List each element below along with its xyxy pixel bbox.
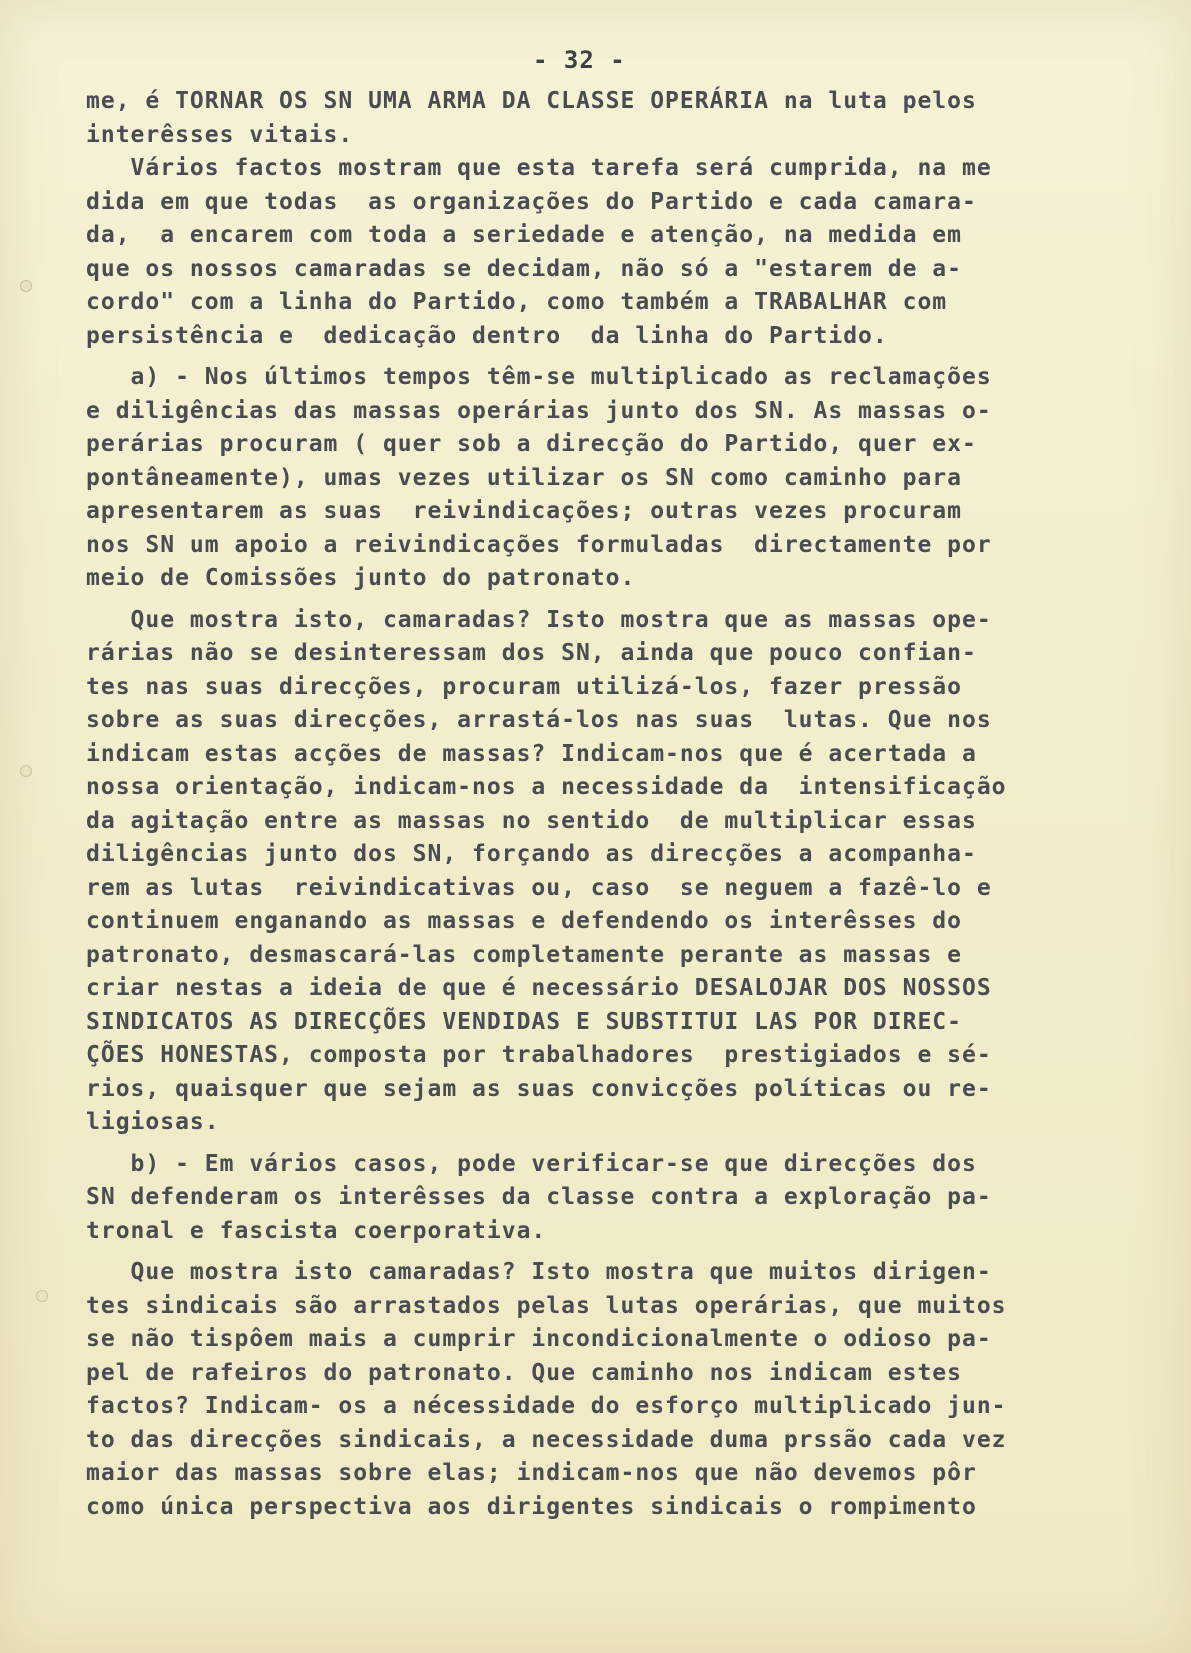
text-line: interêsses vitais. <box>86 121 354 148</box>
text-line: patronato, desmascará-las completamente perante as massas e <box>86 941 962 968</box>
text-line: tes nas suas direcções, procuram utilizá-los, fazer pressão <box>86 673 962 700</box>
text-line: a) - Nos últimos tempos têm-se multiplicado as reclamações <box>86 364 992 390</box>
text-line: cordo" com a linha do Partido, como também a TRABALHAR com <box>86 289 948 315</box>
text-line: sobre as suas direcções, arrastá-los nas suas lutas. Que nos <box>86 707 992 733</box>
text-line: apresentarem as suas reivindicações; outras vezes procuram <box>86 498 962 524</box>
text-line: ligiosas. <box>86 1109 220 1135</box>
text-line: rárias não se desinteressam dos SN, ainda que pouco confian- <box>86 640 977 666</box>
text-line: me, é TORNAR OS SN UMA ARMA DA CLASSE OPERÁRIA na luta pelos <box>86 88 977 114</box>
text-line: pontâneamente), umas vezes utilizar os SN como caminho para <box>86 464 962 491</box>
text-line: pel de rafeiros do patronato. Que caminho nos indicam estes <box>86 1359 962 1386</box>
text-line: ÇÕES HONESTAS, composta por trabalhadores prestigiados e sé- <box>86 1042 992 1068</box>
text-line: que os nossos camaradas se decidam, não só a "estarem de a- <box>86 255 962 282</box>
text-line: indicam estas acções de massas? Indicam-nos que é acertada a <box>86 740 977 767</box>
text-line: SN defenderam os interêsses da classe contra a exploração pa- <box>86 1184 992 1210</box>
text-line: nos SN um apoio a reivindicações formuladas directamente por <box>86 531 992 558</box>
text-line: como única perspectiva aos dirigentes sindicais o rompimento <box>86 1493 977 1520</box>
text-line: rios, quaisquer que sejam as suas convicções políticas ou re- <box>86 1075 992 1102</box>
text-line: e diligências das massas operárias junto dos SN. As massas o- <box>86 397 992 424</box>
text-line: maior das massas sobre elas; indicam-nos que não devemos pôr <box>86 1460 977 1486</box>
text-line: rem as lutas reivindicativas ou, caso se neguem a fazê-lo e <box>86 874 992 901</box>
text-line: nossa orientação, indicam-nos a necessidade da intensificação <box>86 774 1007 800</box>
text-line: SINDICATOS AS DIRECÇÕES VENDIDAS E SUBSTITUI LAS POR DIREC- <box>86 1008 962 1035</box>
text-line: Que mostra isto camaradas? Isto mostra que muitos dirigen- <box>86 1259 992 1285</box>
text-line: da, a encarem com toda a seriedade e atenção, na medida em <box>86 222 962 248</box>
page-number: - 32 - <box>533 46 626 74</box>
punch-mark <box>36 1290 48 1302</box>
text-line: persistência e dedicação dentro da linha do Partido. <box>86 322 888 349</box>
text-line: se não tispôem mais a cumprir incondicionalmente o odioso pa- <box>86 1326 992 1352</box>
text-line: continuem enganando as massas e defendendo os interêsses do <box>86 908 962 934</box>
text-line: perárias procuram ( quer sob a direcção do Partido, quer ex- <box>86 431 977 457</box>
text-line: factos? Indicam- os a nécessidade do esforço multiplicado jun- <box>86 1393 1007 1419</box>
text-line: tronal e fascista coerporativa. <box>86 1217 547 1244</box>
text-line: tes sindicais são arrastados pelas lutas operárias, que muitos <box>86 1292 1007 1319</box>
punch-mark <box>20 765 32 777</box>
text-line: Que mostra isto, camaradas? Isto mostra que as massas ope- <box>86 606 992 633</box>
text-line: diligências junto dos SN, forçando as direcções a acompanha- <box>86 841 977 867</box>
text-line: dida em que todas as organizações do Partido e cada camara- <box>86 188 977 215</box>
text-line: criar nestas a ideia de que é necessário DESALOJAR DOS NOSSOS <box>86 975 992 1001</box>
text-line: to das direcções sindicais, a necessidade duma prssão cada vez <box>86 1426 1007 1453</box>
text-line: meio de Comissões junto do patronato. <box>86 565 636 591</box>
text-line: Vários factos mostram que esta tarefa será cumprida, na me <box>86 155 992 181</box>
text-line: b) - Em vários casos, pode verificar-se que direcções dos <box>86 1150 977 1177</box>
punch-mark <box>20 280 32 292</box>
text-line: da agitação entre as massas no sentido de multiplicar essas <box>86 807 977 834</box>
